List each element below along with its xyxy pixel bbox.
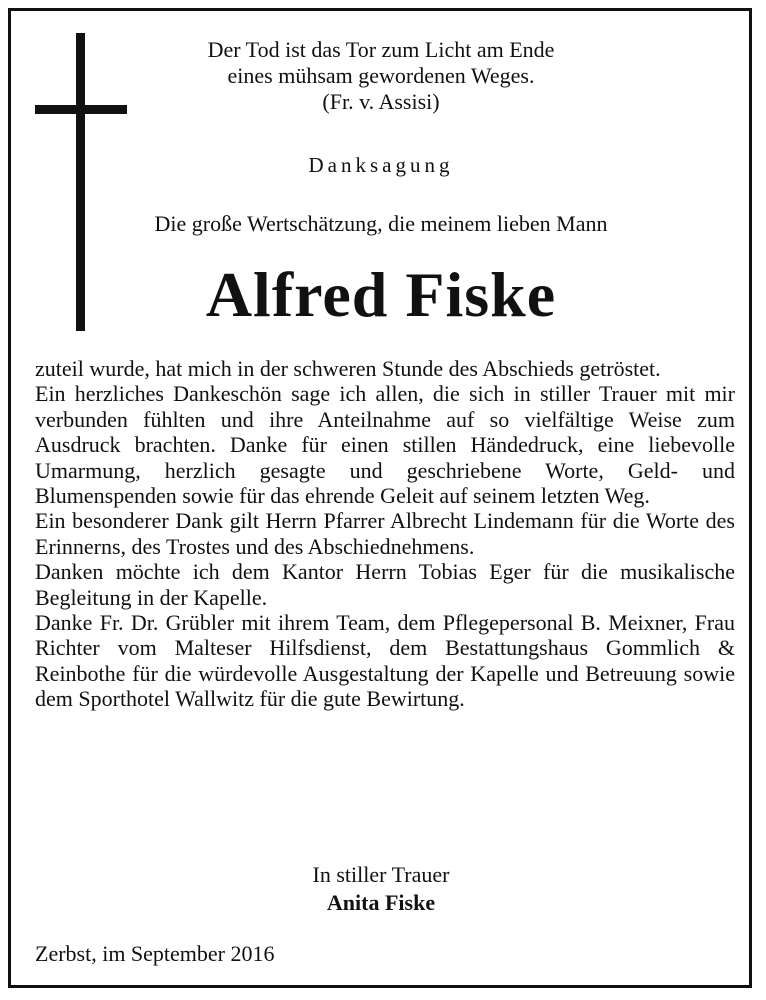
closing-phrase: In stiller Trauer	[312, 862, 450, 887]
closing-block	[111, 861, 651, 917]
paragraph-4: Danken möchte ich dem Kantor Herrn Tobias Eger für die musikalische Begleitung in der Kapelle.	[35, 559, 735, 610]
motto	[111, 37, 651, 115]
signer-name: Anita Fiske	[326, 890, 436, 915]
motto-attribution: (Fr. v. Assisi)	[322, 89, 440, 114]
cross-vertical-bar	[76, 33, 85, 331]
obituary-card	[8, 8, 752, 988]
place-date: Zerbst, im September 2016	[35, 941, 275, 966]
intro-line: Die große Wertschätzung, die meinem lieben Mann	[154, 211, 608, 236]
heading-danksagung: Danksagung	[308, 153, 454, 177]
thank-you-text	[35, 356, 735, 712]
deceased-name: Alfred Fiske	[205, 259, 557, 330]
motto-line-2: eines mühsam gewordenen Weges.	[227, 63, 535, 88]
motto-line-1: Der Tod ist das Tor zum Licht am Ende	[207, 37, 555, 62]
paragraph-1: zuteil wurde, hat mich in der schweren Stunde des Abschieds getröstet.	[35, 356, 661, 381]
paragraph-5: Danke Fr. Dr. Grübler mit ihrem Team, dem Pflegepersonal B. Meixner, Frau Richter vom Malteser Hilfsdienst, dem Bestattungshaus Gommlich & Reinbothe für die würdevolle Ausgestaltung der Kapelle und Betreuung sowie dem Sporthotel Wallwitz für die gute Bewirtung.	[35, 610, 735, 712]
paragraph-2: Ein herzliches Dankeschön sage ich allen, die sich in stiller Trauer mit mir verbunden fühlten und ihre Anteilnahme auf so vielfältige Weise zum Ausdruck brachten. Danke für einen stillen Händedruck, eine liebevolle Umarmung, herzlich gesagte und geschriebene Worte, Geld- und Blumenspenden sowie für das ehrende Geleit auf seinem letzten Weg.	[35, 381, 735, 509]
paragraph-3: Ein besonderer Dank gilt Herrn Pfarrer Albrecht Lindemann für die Worte des Erinnerns, des Trostes und des Abschiednehmens.	[35, 508, 735, 559]
